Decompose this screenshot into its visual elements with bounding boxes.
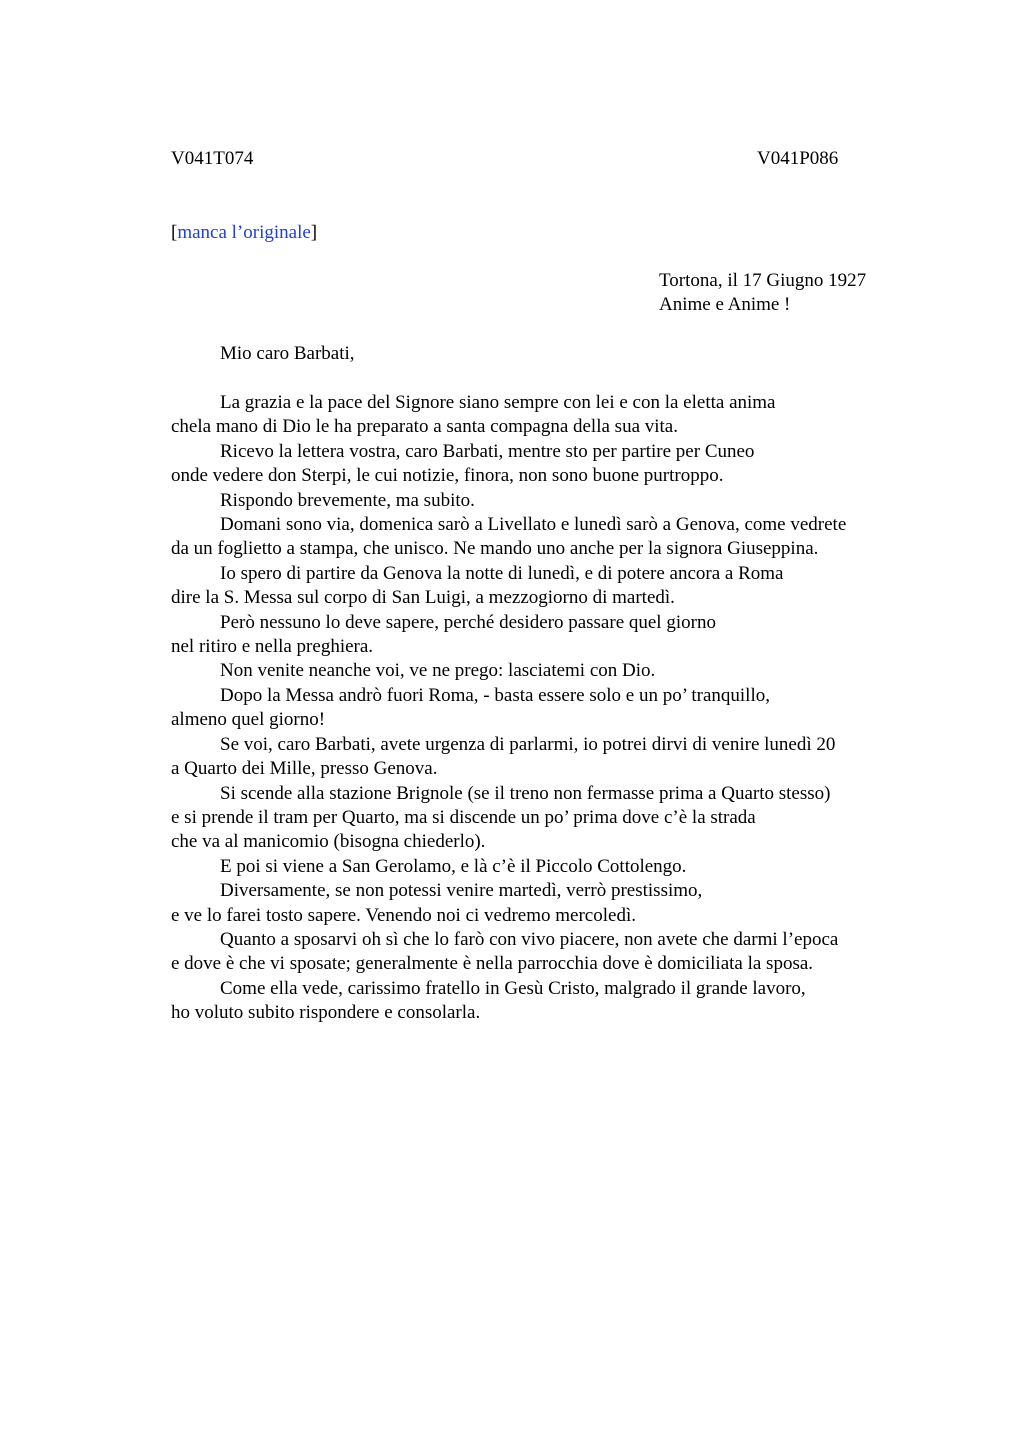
letter-line: Io spero di partire da Genova la notte di lunedì, e di potere ancora a Roma <box>220 562 784 584</box>
letter-line: Diversamente, se non potessi venire martedì, verrò prestissimo, <box>220 880 703 902</box>
letter-line: Se voi, caro Barbati, avete urgenza di parlarmi, io potrei dirvi di venire lunedì 20 <box>220 733 836 755</box>
letter-body <box>171 391 911 1026</box>
letter-line: Non venite neanche voi, ve ne prego: lasciatemi con Dio. <box>220 660 656 682</box>
letter-line: Quanto a sposarvi oh sì che lo farò con vivo piacere, non avete che darmi l’epoca <box>220 928 839 950</box>
salutation: Mio caro Barbati, <box>220 343 355 364</box>
document-reference-right: V041P086 <box>757 148 839 169</box>
letter-line: almeno quel giorno! <box>171 709 326 731</box>
document-reference-left: V041T074 <box>171 148 254 169</box>
place-and-date: Tortona, il 17 Giugno 1927 <box>659 270 867 291</box>
missing-original-note <box>171 221 317 245</box>
letter-line: Come ella vede, carissimo fratello in Gesù Cristo, malgrado il grande lavoro, <box>220 977 806 999</box>
motto: Anime e Anime ! <box>659 294 791 315</box>
letter-line: dire la S. Messa sul corpo di San Luigi, a mezzogiorno di martedì. <box>171 587 675 609</box>
letter-line: che va al manicomio (bisogna chiederlo). <box>171 831 486 853</box>
dateline <box>659 269 866 317</box>
letter-line: Ricevo la lettera vostra, caro Barbati, mentre sto per partire per Cuneo <box>220 440 755 462</box>
letter-line: e si prende il tram per Quarto, ma si discende un po’ prima dove c’è la strada <box>171 806 756 828</box>
letter-line: Dopo la Messa andrò fuori Roma, - basta essere solo e un po’ tranquillo, <box>220 684 770 706</box>
note-bracket-close: ] <box>310 222 318 243</box>
letter-line: onde vedere don Sterpi, le cui notizie, finora, non sono buone purtroppo. <box>171 465 724 487</box>
letter-line: E poi si viene a San Gerolamo, e là c’è il Piccolo Cottolengo. <box>220 855 687 877</box>
letter-line: chela mano di Dio le ha preparato a santa compagna della sua vita. <box>171 416 678 438</box>
letter-line: nel ritiro e nella preghiera. <box>171 636 374 658</box>
missing-original-link[interactable]: manca l’originale <box>177 222 311 243</box>
letter-line: Si scende alla stazione Brignole (se il treno non fermasse prima a Quarto stesso) <box>220 782 831 804</box>
letter-line: e dove è che vi sposate; generalmente è nella parrocchia dove è domiciliata la sposa. <box>171 953 814 975</box>
letter-line: Domani sono via, domenica sarò a Livellato e lunedì sarò a Genova, come vedrete <box>220 514 847 536</box>
letter-line: da un foglietto a stampa, che unisco. Ne mando uno anche per la signora Giuseppina. <box>171 538 819 560</box>
letter-line: Però nessuno lo deve sapere, perché desidero passare quel giorno <box>220 611 716 633</box>
letter-line: a Quarto dei Mille, presso Genova. <box>171 758 438 780</box>
letter-line: e ve lo farei tosto sapere. Venendo noi ci vedremo mercoledì. <box>171 904 636 926</box>
letter-line: Rispondo brevemente, ma subito. <box>220 489 475 511</box>
letter-line: ho voluto subito rispondere e consolarla. <box>171 1002 481 1024</box>
note-bracket-open: [ <box>171 222 178 243</box>
letter-line: La grazia e la pace del Signore siano sempre con lei e con la eletta anima <box>220 392 776 413</box>
